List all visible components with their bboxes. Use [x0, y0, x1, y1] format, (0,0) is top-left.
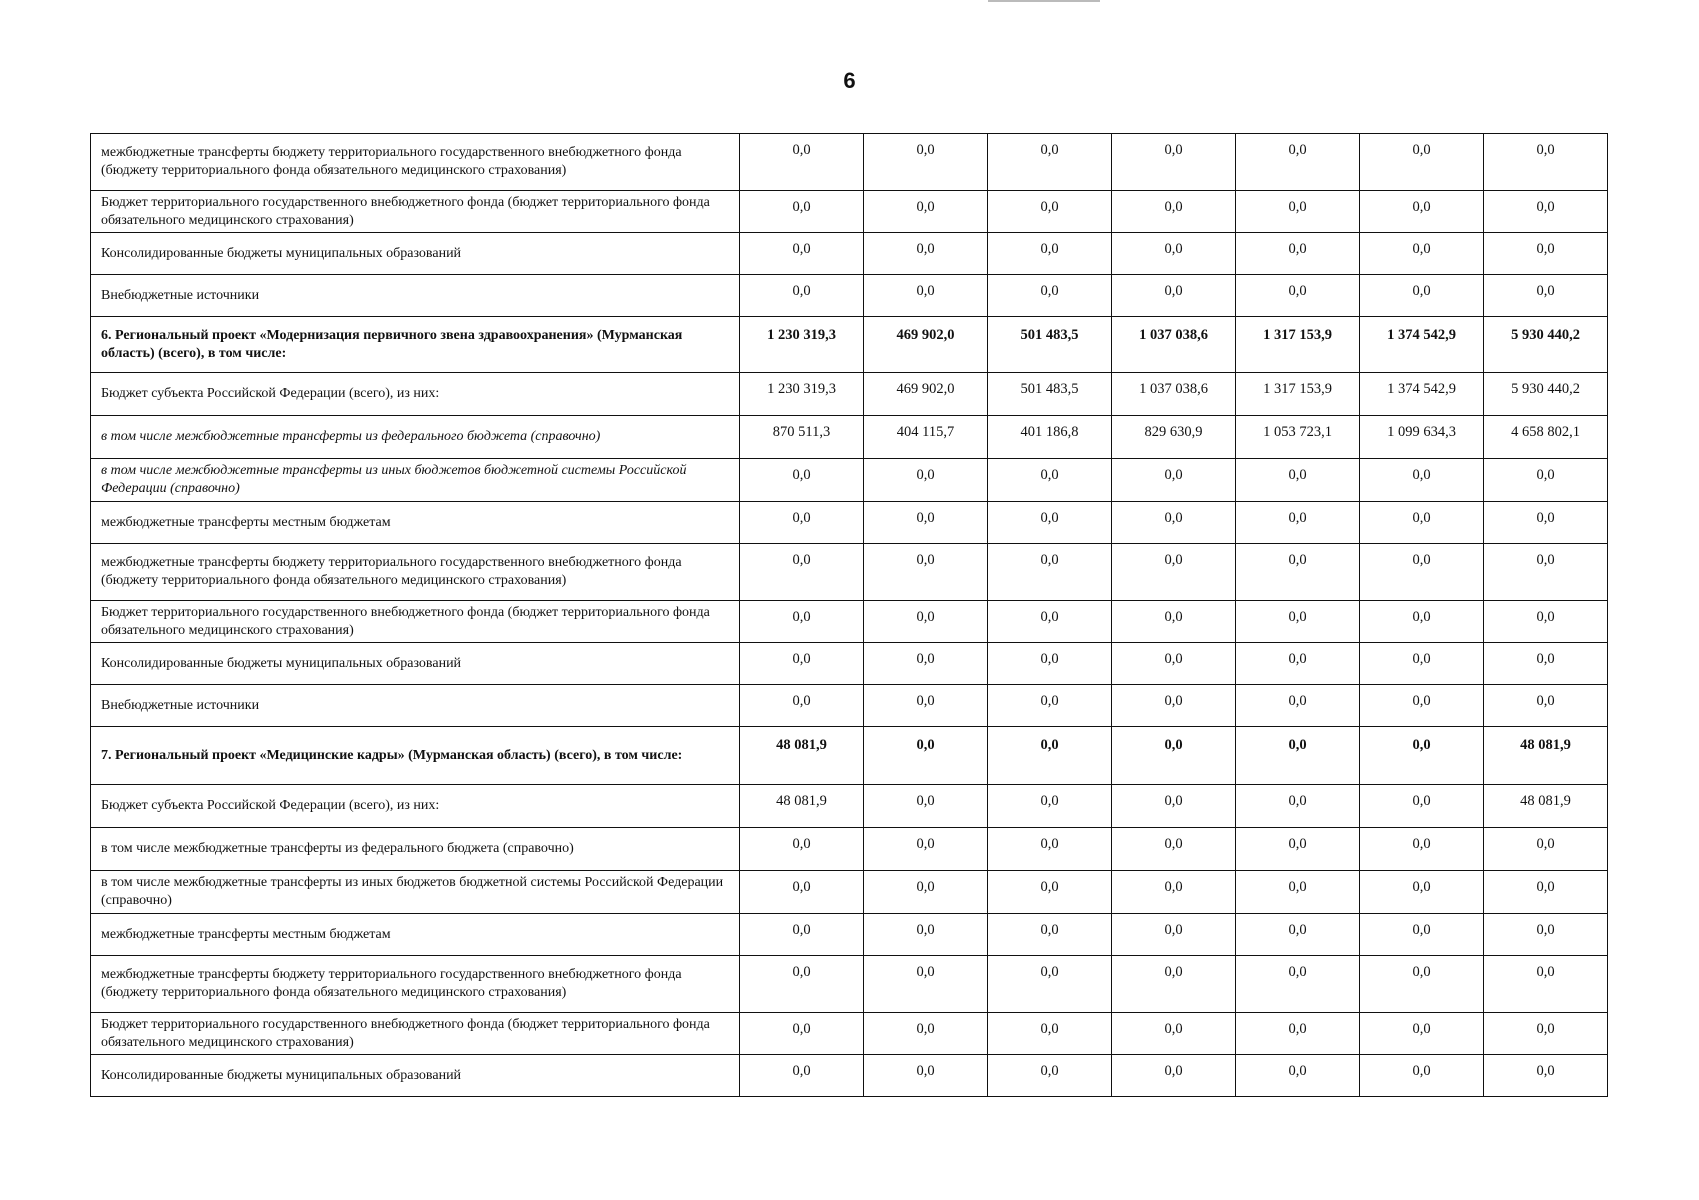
- row-value: 469 902,0: [864, 373, 988, 416]
- table-row: [91, 416, 1608, 459]
- table-row: [91, 1013, 1608, 1055]
- row-value: 0,0: [1112, 1013, 1236, 1055]
- row-value: 0,0: [740, 601, 864, 643]
- table-row: [91, 727, 1608, 785]
- row-label: межбюджетные трансферты местным бюджетам: [91, 914, 740, 956]
- row-value: 0,0: [988, 828, 1112, 871]
- row-value: 401 186,8: [988, 416, 1112, 459]
- row-value: 48 081,9: [1484, 727, 1608, 785]
- row-value: 0,0: [1236, 685, 1360, 727]
- row-value: 1 053 723,1: [1236, 416, 1360, 459]
- row-label: 7. Региональный проект «Медицинские кадры» (Мурманская область) (всего), в том числе:: [91, 727, 740, 785]
- row-value: 0,0: [740, 275, 864, 317]
- row-label: Бюджет субъекта Российской Федерации (всего), из них:: [91, 785, 740, 828]
- row-value: 0,0: [1112, 1055, 1236, 1097]
- row-value: 870 511,3: [740, 416, 864, 459]
- row-value: 0,0: [1360, 956, 1484, 1013]
- table-body: [91, 134, 1608, 1097]
- row-value: 0,0: [1236, 191, 1360, 233]
- row-value: 0,0: [1484, 459, 1608, 502]
- row-value: 0,0: [988, 191, 1112, 233]
- table-row: [91, 871, 1608, 914]
- row-value: 0,0: [1236, 727, 1360, 785]
- row-value: 0,0: [988, 459, 1112, 502]
- row-value: 0,0: [1360, 685, 1484, 727]
- row-value: 0,0: [740, 1013, 864, 1055]
- table-row: [91, 275, 1608, 317]
- row-value: 0,0: [988, 727, 1112, 785]
- row-value: 0,0: [1236, 233, 1360, 275]
- row-value: 0,0: [1236, 1055, 1360, 1097]
- row-value: 0,0: [1112, 544, 1236, 601]
- row-label: Консолидированные бюджеты муниципальных образований: [91, 1055, 740, 1097]
- row-value: 0,0: [988, 643, 1112, 685]
- row-value: 0,0: [1484, 643, 1608, 685]
- row-label: межбюджетные трансферты бюджету территориального государственного внебюджетного фонда (бюджету территориального фонда обязательного медицинского страхования): [91, 956, 740, 1013]
- row-value: 0,0: [1236, 601, 1360, 643]
- row-label: Консолидированные бюджеты муниципальных образований: [91, 233, 740, 275]
- row-value: 0,0: [1112, 134, 1236, 191]
- row-value: 0,0: [1484, 1055, 1608, 1097]
- row-value: 48 081,9: [740, 785, 864, 828]
- row-label: в том числе межбюджетные трансферты из федерального бюджета (справочно): [91, 416, 740, 459]
- row-value: 0,0: [1360, 502, 1484, 544]
- row-value: 0,0: [864, 785, 988, 828]
- row-value: 0,0: [1236, 134, 1360, 191]
- row-value: 0,0: [1484, 871, 1608, 914]
- row-value: 0,0: [1360, 191, 1484, 233]
- row-value: 0,0: [1236, 914, 1360, 956]
- row-value: 0,0: [740, 502, 864, 544]
- row-value: 1 037 038,6: [1112, 317, 1236, 373]
- row-value: 0,0: [988, 233, 1112, 275]
- row-value: 0,0: [1360, 134, 1484, 191]
- row-value: 0,0: [864, 643, 988, 685]
- row-label: Консолидированные бюджеты муниципальных образований: [91, 643, 740, 685]
- row-value: 0,0: [1484, 914, 1608, 956]
- row-value: 404 115,7: [864, 416, 988, 459]
- row-value: 0,0: [1360, 1013, 1484, 1055]
- table-row: [91, 373, 1608, 416]
- row-value: 0,0: [1236, 643, 1360, 685]
- row-value: 0,0: [1236, 828, 1360, 871]
- row-label: в том числе межбюджетные трансферты из иных бюджетов бюджетной системы Российской Федерации (справочно): [91, 871, 740, 914]
- row-label: Бюджет территориального государственного внебюджетного фонда (бюджет территориального фонда обязательного медицинского страхования): [91, 1013, 740, 1055]
- table-row: [91, 502, 1608, 544]
- row-value: 1 037 038,6: [1112, 373, 1236, 416]
- row-value: 0,0: [740, 685, 864, 727]
- row-value: 1 317 153,9: [1236, 373, 1360, 416]
- row-value: 0,0: [1484, 1013, 1608, 1055]
- row-value: 0,0: [1484, 956, 1608, 1013]
- row-value: 0,0: [864, 685, 988, 727]
- row-label: Внебюджетные источники: [91, 275, 740, 317]
- row-value: 0,0: [1236, 459, 1360, 502]
- row-value: 469 902,0: [864, 317, 988, 373]
- row-value: 0,0: [740, 643, 864, 685]
- table-row: [91, 233, 1608, 275]
- row-value: 0,0: [1360, 914, 1484, 956]
- table-row: [91, 785, 1608, 828]
- scan-artifact-line: [988, 0, 1100, 2]
- row-value: 0,0: [740, 1055, 864, 1097]
- table-row: [91, 317, 1608, 373]
- row-value: 1 374 542,9: [1360, 373, 1484, 416]
- table-row: [91, 914, 1608, 956]
- row-value: 0,0: [1360, 1055, 1484, 1097]
- row-value: 0,0: [864, 914, 988, 956]
- row-label: в том числе межбюджетные трансферты из федерального бюджета (справочно): [91, 828, 740, 871]
- row-value: 0,0: [988, 685, 1112, 727]
- table-row: [91, 191, 1608, 233]
- row-value: 501 483,5: [988, 317, 1112, 373]
- row-value: 0,0: [1236, 275, 1360, 317]
- row-value: 0,0: [1236, 785, 1360, 828]
- row-value: 0,0: [1484, 685, 1608, 727]
- row-value: 0,0: [1236, 1013, 1360, 1055]
- row-value: 0,0: [1112, 785, 1236, 828]
- row-value: 0,0: [1484, 275, 1608, 317]
- table-row: [91, 544, 1608, 601]
- row-value: 0,0: [1112, 956, 1236, 1013]
- row-label: межбюджетные трансферты бюджету территориального государственного внебюджетного фонда (бюджету территориального фонда обязательного медицинского страхования): [91, 134, 740, 191]
- row-label: Внебюджетные источники: [91, 685, 740, 727]
- row-value: 0,0: [1236, 956, 1360, 1013]
- row-value: 0,0: [864, 502, 988, 544]
- row-value: 0,0: [1360, 828, 1484, 871]
- row-value: 0,0: [1112, 601, 1236, 643]
- row-value: 5 930 440,2: [1484, 373, 1608, 416]
- table-row: [91, 956, 1608, 1013]
- page-number: 6: [843, 68, 856, 93]
- row-value: 0,0: [740, 233, 864, 275]
- row-value: 0,0: [864, 459, 988, 502]
- row-value: 0,0: [988, 1013, 1112, 1055]
- row-value: 0,0: [1484, 601, 1608, 643]
- row-value: 501 483,5: [988, 373, 1112, 416]
- row-value: 0,0: [988, 502, 1112, 544]
- row-label: межбюджетные трансферты местным бюджетам: [91, 502, 740, 544]
- table-row: [91, 685, 1608, 727]
- table-row: [91, 828, 1608, 871]
- row-value: 0,0: [864, 727, 988, 785]
- row-value: 0,0: [740, 828, 864, 871]
- row-value: 0,0: [740, 956, 864, 1013]
- row-value: 0,0: [1360, 233, 1484, 275]
- row-label: Бюджет субъекта Российской Федерации (всего), из них:: [91, 373, 740, 416]
- row-value: 0,0: [740, 544, 864, 601]
- row-value: 0,0: [988, 785, 1112, 828]
- row-value: 0,0: [1236, 502, 1360, 544]
- row-value: 0,0: [864, 191, 988, 233]
- row-value: 0,0: [988, 956, 1112, 1013]
- row-value: 0,0: [864, 956, 988, 1013]
- row-label: 6. Региональный проект «Модернизация первичного звена здравоохранения» (Мурманская область) (всего), в том числе:: [91, 317, 740, 373]
- row-value: 0,0: [1112, 643, 1236, 685]
- row-value: 0,0: [1112, 871, 1236, 914]
- table-row: [91, 459, 1608, 502]
- row-value: 0,0: [1360, 275, 1484, 317]
- row-value: 829 630,9: [1112, 416, 1236, 459]
- row-value: 0,0: [1112, 459, 1236, 502]
- row-value: 0,0: [1236, 544, 1360, 601]
- row-value: 0,0: [988, 871, 1112, 914]
- row-value: 0,0: [1360, 871, 1484, 914]
- row-value: 0,0: [1484, 191, 1608, 233]
- row-value: 0,0: [988, 134, 1112, 191]
- row-value: 0,0: [1360, 601, 1484, 643]
- row-value: 1 099 634,3: [1360, 416, 1484, 459]
- row-value: 0,0: [1112, 191, 1236, 233]
- table-row: [91, 1055, 1608, 1097]
- row-value: 0,0: [1112, 502, 1236, 544]
- row-value: 0,0: [1360, 544, 1484, 601]
- row-label: Бюджет территориального государственного внебюджетного фонда (бюджет территориального фонда обязательного медицинского страхования): [91, 191, 740, 233]
- row-value: 0,0: [740, 914, 864, 956]
- row-label: Бюджет территориального государственного внебюджетного фонда (бюджет территориального фонда обязательного медицинского страхования): [91, 601, 740, 643]
- row-value: 0,0: [1484, 233, 1608, 275]
- row-value: 1 230 319,3: [740, 373, 864, 416]
- row-value: 0,0: [740, 871, 864, 914]
- row-value: 0,0: [988, 601, 1112, 643]
- row-value: 0,0: [864, 1055, 988, 1097]
- table-row: [91, 134, 1608, 191]
- row-value: 1 317 153,9: [1236, 317, 1360, 373]
- row-value: 0,0: [864, 275, 988, 317]
- row-value: 0,0: [1484, 544, 1608, 601]
- row-value: 4 658 802,1: [1484, 416, 1608, 459]
- row-value: 48 081,9: [1484, 785, 1608, 828]
- row-value: 5 930 440,2: [1484, 317, 1608, 373]
- row-value: 0,0: [988, 914, 1112, 956]
- row-value: 0,0: [864, 601, 988, 643]
- row-value: 0,0: [740, 191, 864, 233]
- row-value: 0,0: [988, 1055, 1112, 1097]
- row-value: 0,0: [988, 275, 1112, 317]
- row-value: 0,0: [1112, 275, 1236, 317]
- row-value: 0,0: [1484, 502, 1608, 544]
- row-value: 0,0: [864, 134, 988, 191]
- row-value: 0,0: [1484, 134, 1608, 191]
- row-label: в том числе межбюджетные трансферты из иных бюджетов бюджетной системы Российской Федерации (справочно): [91, 459, 740, 502]
- row-value: 0,0: [864, 871, 988, 914]
- row-value: 0,0: [1112, 233, 1236, 275]
- table-row: [91, 601, 1608, 643]
- row-value: 0,0: [1360, 785, 1484, 828]
- row-value: 0,0: [1112, 685, 1236, 727]
- row-value: 0,0: [864, 828, 988, 871]
- table-row: [91, 643, 1608, 685]
- row-value: 0,0: [740, 459, 864, 502]
- row-label: межбюджетные трансферты бюджету территориального государственного внебюджетного фонда (бюджету территориального фонда обязательного медицинского страхования): [91, 544, 740, 601]
- row-value: 0,0: [864, 1013, 988, 1055]
- row-value: 0,0: [864, 544, 988, 601]
- row-value: 0,0: [1360, 643, 1484, 685]
- row-value: 0,0: [1360, 459, 1484, 502]
- row-value: 0,0: [1360, 727, 1484, 785]
- row-value: 0,0: [1112, 828, 1236, 871]
- row-value: 0,0: [1112, 914, 1236, 956]
- row-value: 48 081,9: [740, 727, 864, 785]
- row-value: 1 374 542,9: [1360, 317, 1484, 373]
- row-value: 0,0: [1112, 727, 1236, 785]
- row-value: 0,0: [740, 134, 864, 191]
- row-value: 0,0: [864, 233, 988, 275]
- row-value: 0,0: [1236, 871, 1360, 914]
- funding-table: [90, 133, 1608, 1097]
- row-value: 0,0: [1484, 828, 1608, 871]
- row-value: 1 230 319,3: [740, 317, 864, 373]
- row-value: 0,0: [988, 544, 1112, 601]
